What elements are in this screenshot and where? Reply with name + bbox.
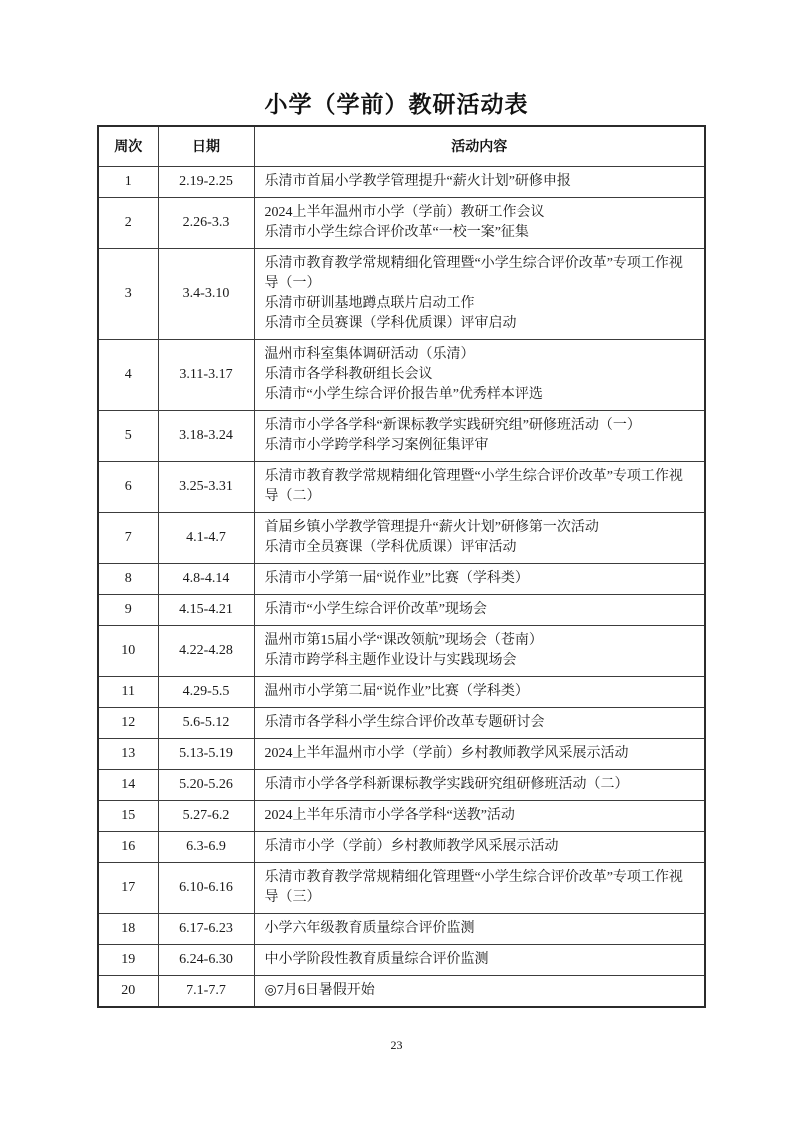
activities-cell — [254, 410, 705, 461]
activities-cell — [254, 197, 705, 248]
week-cell: 19 — [98, 944, 158, 975]
activities-cell — [254, 594, 705, 625]
table-row — [98, 800, 705, 831]
table-row — [98, 975, 705, 1007]
table-row — [98, 166, 705, 197]
table-row — [98, 913, 705, 944]
table-header — [98, 126, 705, 166]
table-row — [98, 339, 705, 410]
activity-line: 乐清市教育教学常规精细化管理暨“小学生综合评价改革”专项工作视导（三） — [264, 869, 683, 905]
table-row — [98, 676, 705, 707]
activity-line: 温州市小学第二届“说作业”比赛（学科类） — [264, 683, 529, 699]
activity-line: 2024上半年温州市小学（学前）教研工作会议 — [264, 204, 545, 220]
table-row — [98, 410, 705, 461]
date-cell: 7.1-7.7 — [158, 975, 254, 1007]
activity-line: 乐清市小学各学科“新课标教学实践研究组”研修班活动（一） — [264, 417, 641, 433]
date-cell: 5.27-6.2 — [158, 800, 254, 831]
activities-cell — [254, 676, 705, 707]
activities-cell — [254, 800, 705, 831]
table-row — [98, 862, 705, 913]
activity-line: 乐清市全员赛课（学科优质课）评审启动 — [264, 315, 517, 331]
header-activity: 活动内容 — [254, 126, 705, 166]
week-cell: 4 — [98, 339, 158, 410]
date-cell: 6.3-6.9 — [158, 831, 254, 862]
activity-line: 乐清市小学第一届“说作业”比赛（学科类） — [264, 570, 529, 586]
week-cell: 5 — [98, 410, 158, 461]
table-row — [98, 769, 705, 800]
activities-cell — [254, 831, 705, 862]
activity-line: 乐清市研训基地蹲点联片启动工作 — [264, 295, 475, 311]
date-cell: 3.25-3.31 — [158, 461, 254, 512]
activity-line: 温州市科室集体调研活动（乐清） — [264, 346, 475, 362]
week-cell: 12 — [98, 707, 158, 738]
date-cell: 6.24-6.30 — [158, 944, 254, 975]
activity-line: 中小学阶段性教育质量综合评价监测 — [264, 951, 489, 967]
header-week: 周次 — [98, 126, 158, 166]
week-cell: 2 — [98, 197, 158, 248]
table-row — [98, 831, 705, 862]
activity-line: 乐清市首届小学教学管理提升“薪火计划”研修申报 — [264, 173, 571, 189]
date-cell: 3.11-3.17 — [158, 339, 254, 410]
activities-cell — [254, 625, 705, 676]
activity-line: 乐清市“小学生综合评价改革”现场会 — [264, 601, 487, 617]
table-row — [98, 944, 705, 975]
activity-line: 乐清市“小学生综合评价报告单”优秀样本评选 — [264, 386, 543, 402]
activities-cell — [254, 512, 705, 563]
week-cell: 13 — [98, 738, 158, 769]
activity-line: 乐清市小学生综合评价改革“一校一案”征集 — [264, 224, 529, 240]
week-cell: 7 — [98, 512, 158, 563]
week-cell: 3 — [98, 248, 158, 339]
header-row — [98, 126, 705, 166]
date-cell: 5.20-5.26 — [158, 769, 254, 800]
week-cell: 6 — [98, 461, 158, 512]
activity-line: 2024上半年温州市小学（学前）乡村教师教学风采展示活动 — [264, 745, 629, 761]
activities-cell — [254, 975, 705, 1007]
week-cell: 10 — [98, 625, 158, 676]
table-row — [98, 563, 705, 594]
activities-cell — [254, 563, 705, 594]
activity-line: 乐清市小学各学科新课标教学实践研究组研修班活动（二） — [264, 776, 629, 792]
activity-line: 乐清市教育教学常规精细化管理暨“小学生综合评价改革”专项工作视导（二） — [264, 468, 683, 504]
week-cell: 18 — [98, 913, 158, 944]
activities-cell — [254, 339, 705, 410]
date-cell: 3.4-3.10 — [158, 248, 254, 339]
activity-line: 乐清市小学跨学科学习案例征集评审 — [264, 437, 489, 453]
table-row — [98, 197, 705, 248]
week-cell: 9 — [98, 594, 158, 625]
activity-line: 乐清市各学科教研组长会议 — [264, 366, 433, 382]
date-cell: 6.17-6.23 — [158, 913, 254, 944]
date-cell: 2.19-2.25 — [158, 166, 254, 197]
week-cell: 11 — [98, 676, 158, 707]
week-cell: 14 — [98, 769, 158, 800]
activities-cell — [254, 707, 705, 738]
table-row — [98, 707, 705, 738]
week-cell: 20 — [98, 975, 158, 1007]
date-cell: 4.22-4.28 — [158, 625, 254, 676]
activity-line: 乐清市教育教学常规精细化管理暨“小学生综合评价改革”专项工作视导（一） — [264, 255, 683, 291]
table-row — [98, 248, 705, 339]
activity-line: ◎7月6日暑假开始 — [264, 982, 375, 998]
table-row — [98, 625, 705, 676]
date-cell: 4.15-4.21 — [158, 594, 254, 625]
activity-line: 小学六年级教育质量综合评价监测 — [264, 920, 475, 936]
activities-cell — [254, 461, 705, 512]
page-number: 23 — [390, 1038, 403, 1052]
activities-cell — [254, 769, 705, 800]
week-cell: 1 — [98, 166, 158, 197]
activities-cell — [254, 248, 705, 339]
activity-line: 乐清市全员赛课（学科优质课）评审活动 — [264, 539, 517, 555]
date-cell: 4.8-4.14 — [158, 563, 254, 594]
activity-line: 乐清市跨学科主题作业设计与实践现场会 — [264, 652, 517, 668]
week-cell: 8 — [98, 563, 158, 594]
activities-cell — [254, 913, 705, 944]
activity-line: 首届乡镇小学教学管理提升“薪火计划”研修第一次活动 — [264, 519, 599, 535]
activity-line: 温州市第15届小学“课改领航”现场会（苍南） — [264, 632, 543, 648]
table-row — [98, 738, 705, 769]
date-cell: 4.29-5.5 — [158, 676, 254, 707]
header-date: 日期 — [158, 126, 254, 166]
activity-line: 乐清市各学科小学生综合评价改革专题研讨会 — [264, 714, 545, 730]
activities-cell — [254, 166, 705, 197]
table-row — [98, 512, 705, 563]
table-row — [98, 594, 705, 625]
table-body — [98, 166, 705, 1007]
date-cell: 4.1-4.7 — [158, 512, 254, 563]
table-row — [98, 461, 705, 512]
activity-schedule-table — [97, 125, 706, 1008]
week-cell: 15 — [98, 800, 158, 831]
page-title: 小学（学前）教研活动表 — [264, 92, 529, 117]
date-cell: 6.10-6.16 — [158, 862, 254, 913]
week-cell: 17 — [98, 862, 158, 913]
date-cell: 2.26-3.3 — [158, 197, 254, 248]
date-cell: 5.13-5.19 — [158, 738, 254, 769]
week-cell: 16 — [98, 831, 158, 862]
date-cell: 3.18-3.24 — [158, 410, 254, 461]
activity-line: 乐清市小学（学前）乡村教师教学风采展示活动 — [264, 838, 559, 854]
date-cell: 5.6-5.12 — [158, 707, 254, 738]
activities-cell — [254, 738, 705, 769]
activity-line: 2024上半年乐清市小学各学科“送教”活动 — [264, 807, 515, 823]
activities-cell — [254, 862, 705, 913]
activities-cell — [254, 944, 705, 975]
